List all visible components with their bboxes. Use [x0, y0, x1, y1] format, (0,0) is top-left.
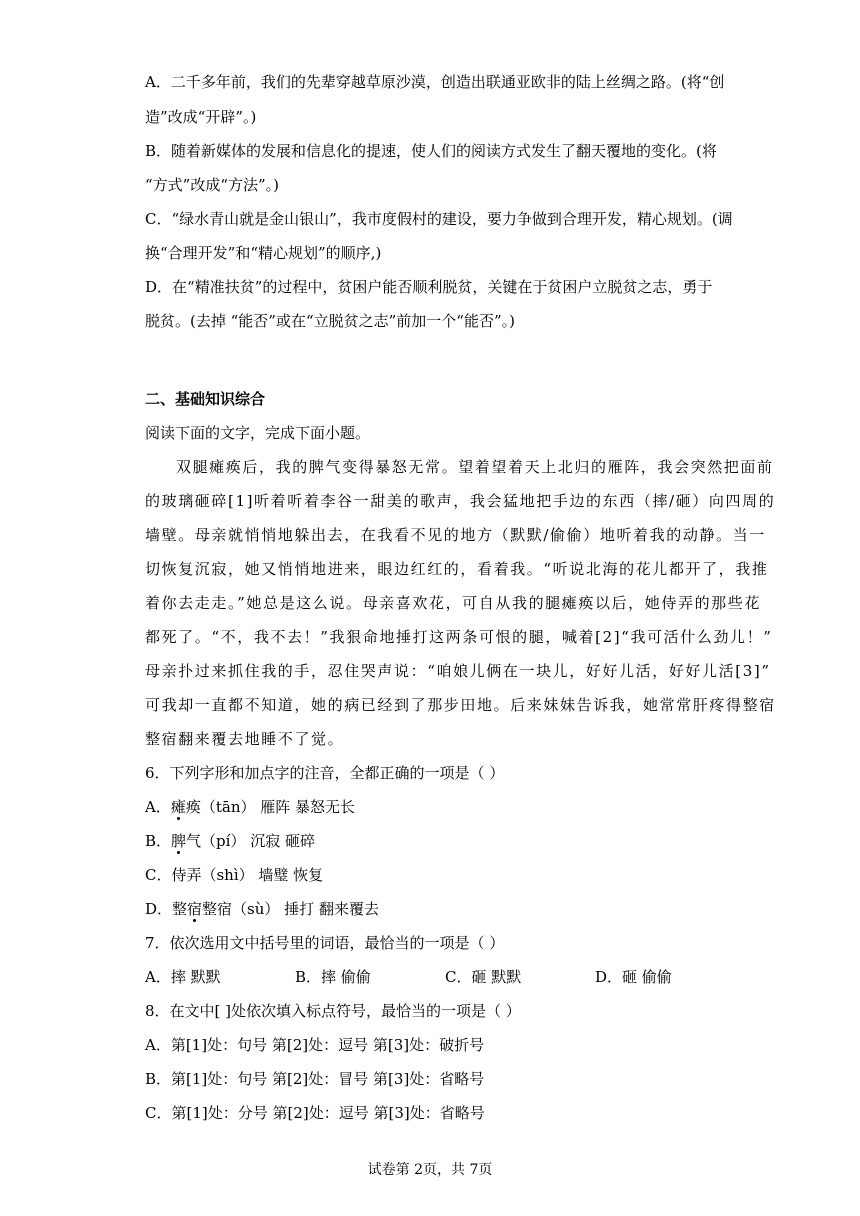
q8-option-b[interactable]: B．第[1]处：句号 第[2]处：冒号 第[3]处：省略号 — [145, 1070, 485, 1088]
q6-option-d[interactable] — [145, 899, 379, 919]
q5-option-d-line1: D．在“精准扶贫”的过程中，贫困户能否顺利脱贫，关键在于贫困户立脱贫之志，勇于 — [145, 278, 713, 296]
q6-option-c[interactable] — [145, 865, 323, 885]
passage-line: 切恢复沉寂，她又悄悄地进来，眼边红红的，看着我。“听说北海的花儿都开了，我推 — [145, 560, 769, 578]
q5-option-b-line1: B．随着新媒体的发展和信息化的提速，使人们的阅读方式发生了翻天覆地的变化。(将 — [145, 142, 717, 160]
passage-line: 的玻璃砸碎[1]听着听着李谷一甜美的歌声，我会猛地把手边的东西（摔/砸）向四周的 — [145, 492, 776, 510]
q7-option-c[interactable]: C．砸 默默 — [445, 968, 522, 986]
option-label: B． — [145, 832, 172, 850]
section-instruction: 阅读下面的文字，完成下面小题。 — [145, 424, 371, 442]
dotted-char: 脾 — [171, 832, 187, 850]
q5-option-d-line2: 脱贫。(去掉 “能否”或在“立脱贫之志”前加一个“能否”。) — [145, 312, 515, 330]
q6-option-a[interactable] — [145, 797, 355, 817]
option-text: 整宿（sù） 捶打 翻来覆去 — [202, 900, 379, 918]
q7-option-b[interactable]: B．摔 偷偷 — [295, 968, 371, 986]
q8-option-a[interactable]: A．第[1]处：句号 第[2]处：逗号 第[3]处：破折号 — [145, 1036, 485, 1054]
q7-option-a[interactable]: A．摔 默默 — [145, 968, 221, 986]
section-heading: 二、基础知识综合 — [145, 390, 266, 408]
q5-option-b-line2: “方式”改成“方法”。) — [145, 176, 280, 194]
q7-option-d[interactable]: D．砸 偷偷 — [595, 968, 672, 986]
q5-option-a-line2: 造”改成“开辟”。) — [145, 108, 257, 126]
q5-option-c-line2: 换“合理开发”和“精心规划”的顺序,) — [145, 244, 382, 262]
q8-stem: 8．在文中[ ]处依次填入标点符号，最恰当的一项是（ ） — [145, 1002, 521, 1020]
passage-line: 双腿瘫痪后，我的脾气变得暴怒无常。望着望着天上北归的雁阵，我会突然把面前 — [176, 458, 774, 476]
passage-line: 都死了。“不，我不去！”我狠命地捶打这两条可恨的腿，喊着[2]“我可活什么劲儿！” — [145, 628, 773, 646]
option-label: D．整 — [145, 900, 188, 918]
q7-stem: 7．依次选用文中括号里的词语，最恰当的一项是（ ） — [145, 934, 505, 952]
option-text: C．侍弄（shì） 墙璧 恢复 — [145, 866, 324, 884]
dotted-char: 宿 — [187, 900, 203, 918]
passage-line: 可我却一直都不知道，她的病已经到了那步田地。后来妹妹告诉我，她常常肝疼得整宿 — [145, 696, 776, 714]
option-text: 气（pí） 沉寂 砸碎 — [186, 832, 315, 850]
q5-option-c-line1: C．“绿水青山就是金山银山”，我市度假村的建设，要力争做到合理开发，精心规划。(调 — [145, 210, 733, 228]
passage-line: 母亲扑过来抓住我的手，忍住哭声说：“咱娘儿俩在一块儿，好好儿活，好好儿活[3]” — [145, 662, 771, 680]
dotted-char: 瘫 — [170, 798, 186, 816]
passage-line: 整宿翻来覆去地睡不了觉。 — [145, 730, 345, 748]
option-label: A． — [145, 798, 171, 816]
passage-line: 墙壁。母亲就悄悄地躲出去，在我看不见的地方（默默/偷偷）地听着我的动静。当一 — [145, 526, 766, 544]
q6-stem: 6．下列字形和加点字的注音，全都正确的一项是（ ） — [145, 764, 505, 782]
page-footer: 试卷第 2页，共 7页 — [367, 1162, 493, 1178]
option-text: 痪（tān） 雁阵 暴怒无长 — [185, 798, 356, 816]
q8-option-c[interactable]: C．第[1]处：分号 第[2]处：逗号 第[3]处：省略号 — [145, 1104, 485, 1122]
passage-line: 着你去走走。”她总是这么说。母亲喜欢花，可自从我的腿瘫痪以后，她侍弄的那些花 — [145, 594, 761, 612]
q5-option-a-line1: A．二千多年前，我们的先辈穿越草原沙漠，创造出联通亚欧非的陆上丝绸之路。(将“创 — [145, 73, 725, 91]
q6-option-b[interactable] — [145, 831, 315, 851]
